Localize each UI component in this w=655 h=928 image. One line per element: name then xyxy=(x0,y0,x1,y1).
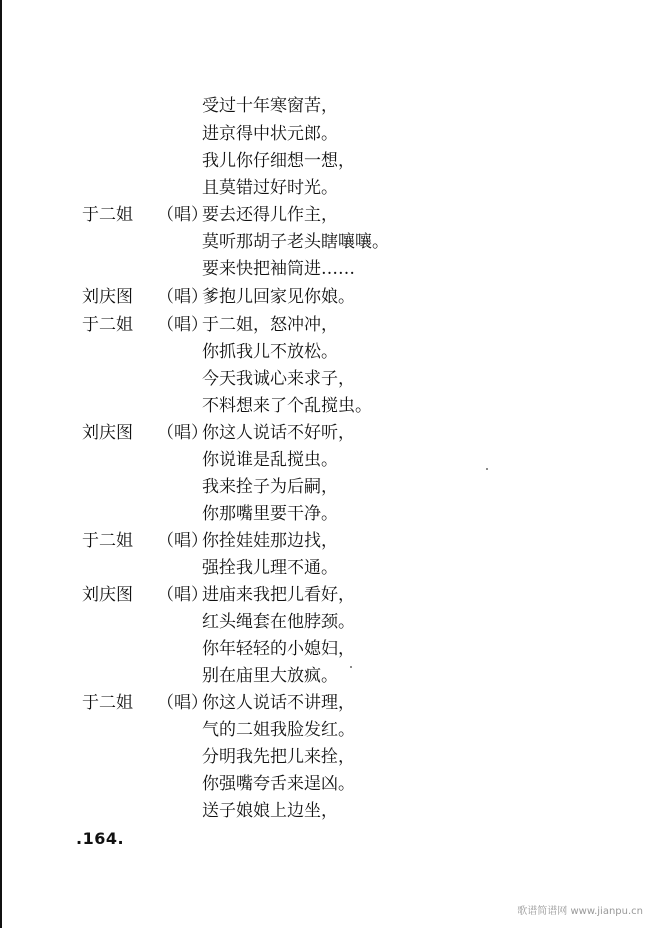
singing-mode xyxy=(157,665,197,687)
singing-mode: （唱） xyxy=(157,531,208,551)
speaker-label xyxy=(82,638,152,660)
speaker-label: 于二姐 xyxy=(82,531,133,551)
lyric-line: 今天我诚心来求子， xyxy=(202,369,355,389)
singing-mode: （唱） xyxy=(157,287,208,307)
singing-mode xyxy=(157,773,197,795)
speaker-label xyxy=(82,150,152,172)
lyric-line: 你这人说话不好听， xyxy=(202,423,355,443)
scan-speck xyxy=(350,666,352,668)
singing-mode xyxy=(157,231,197,253)
singing-mode xyxy=(157,95,197,117)
speaker-label: 刘庆图 xyxy=(82,585,133,605)
lyric-line: 进庙来我把儿看好， xyxy=(202,585,355,605)
speaker-label xyxy=(82,476,152,498)
site-watermark: 歌谱简谱网 www.jianpu.cn xyxy=(517,906,643,917)
singing-mode xyxy=(157,341,197,363)
speaker-label: 于二姐 xyxy=(82,315,133,335)
singing-mode xyxy=(157,449,197,471)
speaker-label xyxy=(82,503,152,525)
singing-mode xyxy=(157,368,197,390)
singing-mode xyxy=(157,746,197,768)
singing-mode xyxy=(157,177,197,199)
lyric-line: 红头绳套在他脖颈。 xyxy=(202,612,355,632)
speaker-label xyxy=(82,665,152,687)
speaker-label: 于二姐 xyxy=(82,205,133,225)
speaker-label: 刘庆图 xyxy=(82,287,133,307)
speaker-label xyxy=(82,95,152,117)
singing-mode xyxy=(157,557,197,579)
singing-mode xyxy=(157,258,197,280)
lyric-line: 我儿你仔细想一想， xyxy=(202,151,355,171)
speaker-label: 刘庆图 xyxy=(82,423,133,443)
scan-speck xyxy=(486,468,488,470)
lyric-line: 莫听那胡子老头瞎嚷嚷。 xyxy=(202,232,389,252)
lyric-line: 你说谁是乱搅虫。 xyxy=(202,450,338,470)
lyric-line: 你年轻轻的小媳妇， xyxy=(202,639,355,659)
lyric-line: 不料想来了个乱搅虫。 xyxy=(202,396,372,416)
speaker-label xyxy=(82,123,152,145)
lyric-line: 你抓我儿不放松。 xyxy=(202,342,338,362)
speaker-label xyxy=(82,557,152,579)
speaker-label xyxy=(82,258,152,280)
speaker-label xyxy=(82,341,152,363)
lyric-line: 你强嘴夸舌来逞凶。 xyxy=(202,774,355,794)
singing-mode xyxy=(157,719,197,741)
singing-mode xyxy=(157,395,197,417)
page-number: .164. xyxy=(76,829,125,848)
lyric-line: 要来快把袖筒进…… xyxy=(202,259,355,279)
speaker-label xyxy=(82,449,152,471)
singing-mode xyxy=(157,800,197,822)
lyric-line: 于二姐，怒冲冲， xyxy=(202,315,338,335)
speaker-label xyxy=(82,773,152,795)
lyric-line: 我来拴子为后嗣， xyxy=(202,477,338,497)
speaker-label xyxy=(82,746,152,768)
lyric-line: 你拴娃娃那边找， xyxy=(202,531,338,551)
speaker-label: 于二姐 xyxy=(82,693,133,713)
lyric-line: 受过十年寒窗苦， xyxy=(202,96,338,116)
singing-mode xyxy=(157,638,197,660)
speaker-label xyxy=(82,611,152,633)
lyric-line: 进京得中状元郎。 xyxy=(202,124,338,144)
speaker-label xyxy=(82,800,152,822)
speaker-label xyxy=(82,395,152,417)
lyric-line: 你这人说话不讲理， xyxy=(202,693,355,713)
lyric-line: 要去还得儿作主， xyxy=(202,205,338,225)
lyric-line: 强拴我儿理不通。 xyxy=(202,558,338,578)
lyric-line: 别在庙里大放疯。 xyxy=(202,666,338,686)
singing-mode: （唱） xyxy=(157,423,208,443)
lyric-line: 你那嘴里要干净。 xyxy=(202,504,338,524)
singing-mode xyxy=(157,611,197,633)
lyric-line: 且莫错过好时光。 xyxy=(202,178,338,198)
singing-mode xyxy=(157,476,197,498)
speaker-label xyxy=(82,719,152,741)
singing-mode xyxy=(157,123,197,145)
speaker-label xyxy=(82,177,152,199)
singing-mode: （唱） xyxy=(157,315,208,335)
lyric-line: 气的二姐我脸发红。 xyxy=(202,720,355,740)
singing-mode: （唱） xyxy=(157,693,208,713)
singing-mode: （唱） xyxy=(157,205,208,225)
scan-left-edge xyxy=(0,0,2,928)
singing-mode xyxy=(157,150,197,172)
singing-mode: （唱） xyxy=(157,585,208,605)
speaker-label xyxy=(82,368,152,390)
lyric-line: 爹抱儿回家见你娘。 xyxy=(202,287,355,307)
speaker-label xyxy=(82,231,152,253)
lyric-line: 送子娘娘上边坐， xyxy=(202,801,338,821)
singing-mode xyxy=(157,503,197,525)
lyric-line: 分明我先把儿来拴， xyxy=(202,747,355,767)
